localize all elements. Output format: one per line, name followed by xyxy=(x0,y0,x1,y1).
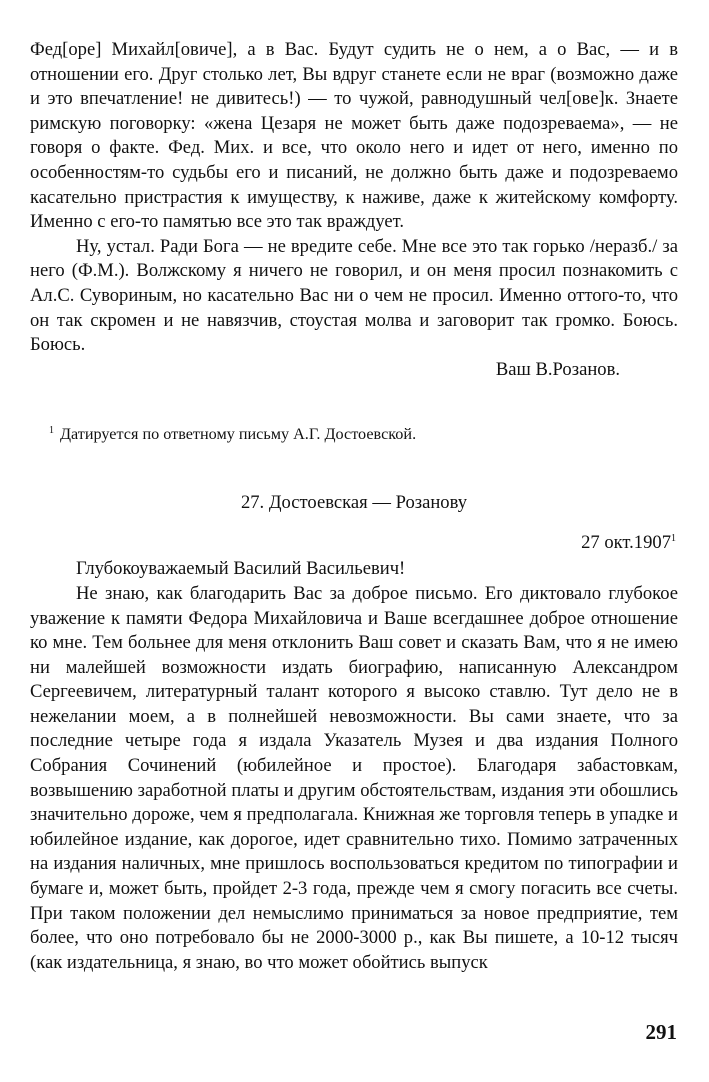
book-page xyxy=(30,38,678,975)
footnote-mark: 1 xyxy=(49,425,54,437)
letter-body: Не знаю, как благодарить Вас за доброе письмо. Его диктовало глубокое уважение к памяти Федора Михайловича и Ваше всегдашнее доброе отношение ко мне. Тем больнее для меня отклонить Ваш совет и сказать Вам, что я не имею ни малейшей возможности издать биографию, написанную Александром Сергеевичем, литературный талант которого я высоко ставлю. Тут дело не в нежелании моем, а в полнейшей невозможности. Вы сами знаете, что за последние четыре года я издала Указатель Музея и два издания Полного Собрания Сочинений (юбилейное и простое). Благодаря забастовкам, возвышению заработной платы и другим обстоятельствам, издания эти обошлись значительно дороже, чем я предполагала. Книжная же торговля теперь в упадке и юбилейное издание, как дорогое, идет сравнительно тихо. Помимо затраченных на издания наличных, мне пришлось воспользоваться кредитом по типографии и бумаге и, может быть, пройдет 2-3 года, прежде чем я смогу погасить все счеты. При таком положении дел немыслимо приниматься за новое предприятие, тем более, что оно потребовало бы не 2000-3000 р., как Вы пишете, а 10-12 тысяч (как издательница, я знаю, во что может обойтись выпуск xyxy=(30,582,678,973)
letter-date-text: 27 окт.1907 xyxy=(581,532,671,554)
letter-heading: 27. Достоевская — Розанову xyxy=(240,492,468,514)
letter-date xyxy=(30,527,678,555)
footnote xyxy=(30,420,678,445)
footnote-text: Датируется по ответному письму А.Г. Достоевской. xyxy=(60,425,417,444)
letter-salutation: Глубокоуважаемый Василий Васильевич! xyxy=(76,558,406,580)
letter-paragraph-1: Фед[оре] Михайл[овиче], а в Вас. Будут судить не о нем, а о Вас, — и в отношении его. Друг столько лет, Вы вдруг станете если не враг (возможно даже и это впечатление! не дивитесь!) — то чужой, равнодушный чел[ове]к. Знаете римскую поговорку: «жена Цезаря не может быть даже подозреваема», — не говоря о факте. Фед. Мих. и все, что около него и идет от него, именно по особенностям-то судьбы его и писаний, не должно быть даже и подозреваемо касательно пристрастия к имуществу, к наживе, даже к житейскому комфорту. Именно с его-то памятью все это так враждует. xyxy=(30,39,678,233)
page-number: 291 xyxy=(645,1020,677,1044)
letter-date-footnote-mark: 1 xyxy=(671,533,676,545)
letter-paragraph-2: Ну, устал. Ради Бога — не вредите себе. Мне все это так горько /неразб./ за него (Ф.М.). Волжскому я ничего не говорил, и он меня просил познакомить с Ал.С. Сувориным, но касательно Вас ни о чем не просил. Именно оттого-то, что он так скромен и не навязчив, стоустая молва и заговорит так громко. Боюсь. Боюсь. xyxy=(30,235,678,356)
letter-signature: Ваш В.Розанов. xyxy=(495,358,620,380)
